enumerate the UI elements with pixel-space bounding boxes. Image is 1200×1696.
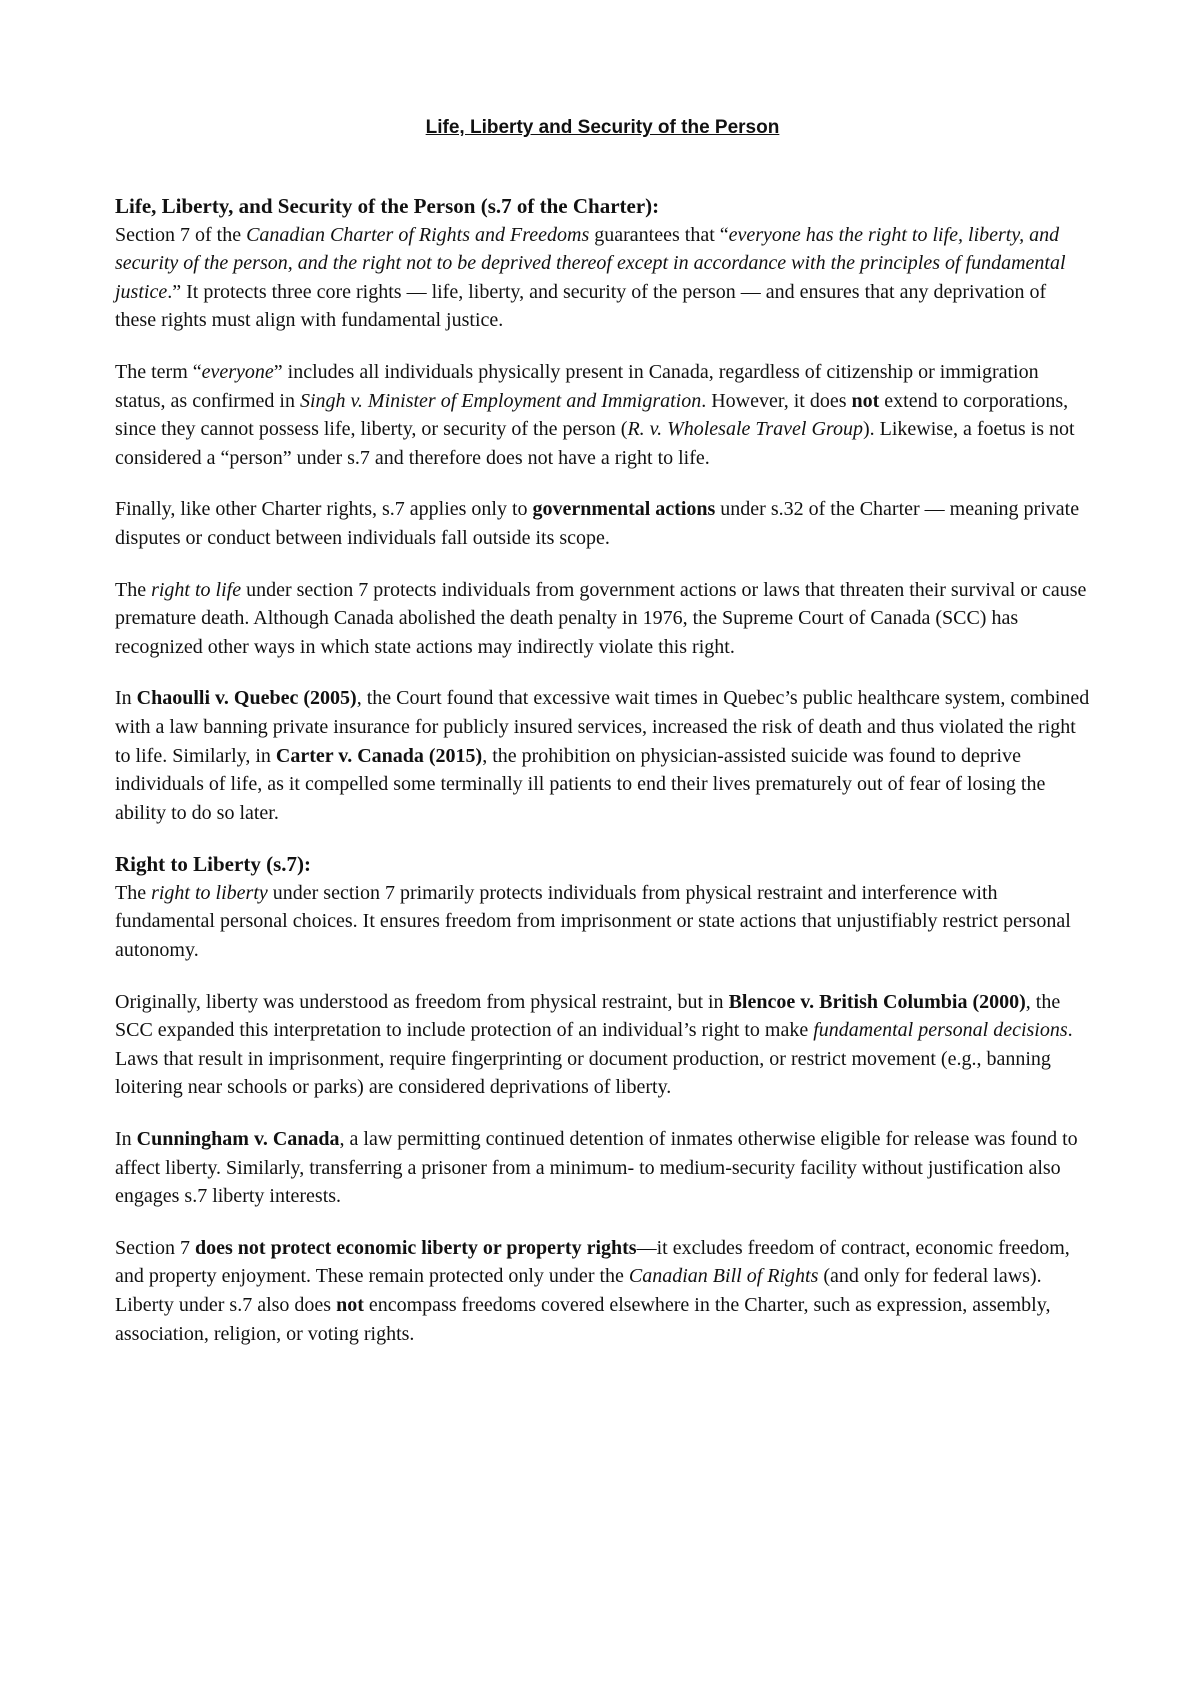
bold-text: Cunningham v. Canada — [136, 1128, 340, 1151]
bold-text: Chaoulli v. Quebec (2005) — [136, 687, 357, 710]
paragraph — [115, 684, 1090, 827]
section-heading: Life, Liberty, and Security of the Person (s.7 of the Charter): — [115, 194, 660, 218]
text-run: . Laws that result in imprisonment, require fingerprinting or document production, or restrict movement (e.g., banning loitering near schools or parks) are considered deprivations of liberty. — [115, 1019, 1073, 1099]
text-run: The term “ — [115, 360, 202, 383]
text-run: , the prohibition on physician-assisted suicide was found to deprive individuals of life, as it compelled some terminally ill patients to end their lives prematurely out of fear of losing the ability to do so later. — [115, 744, 1046, 824]
text-run: Finally, like other Charter rights, s.7 applies only to — [115, 498, 533, 521]
italic-text: everyone has the right to life, liberty, and security of the person, and the right not to be deprived thereof except in accordance with the principles of fundamental justice — [115, 223, 1066, 303]
section-heading: Right to Liberty (s.7): — [115, 852, 311, 877]
text-run: ). Likewise, a foetus is not considered a “person” under s.7 and therefore does not have a right to life. — [115, 418, 1075, 469]
bold-text: Carter v. Canada (2015) — [275, 744, 483, 767]
text-run: guarantees that “ — [589, 223, 729, 246]
bold-text: Blencoe v. British Columbia (2000) — [728, 990, 1026, 1013]
paragraph — [115, 1234, 1090, 1348]
text-run: extend to corporations, since they cannot possess life, liberty, or security of the person ( — [115, 389, 1069, 441]
italic-text: right to liberty — [151, 881, 268, 904]
text-run: under section 7 primarily protects individuals from physical restraint and interference with fundamental personal choices. It ensures freedom from imprisonment or state actions that unjustifiably restrict personal autonomy. — [115, 881, 1071, 962]
italic-text: Canadian Charter of Rights and Freedoms — [246, 223, 590, 246]
italic-text: fundamental personal decisions — [813, 1019, 1068, 1042]
text-run: , a law permitting continued detention of inmates otherwise eligible for release was found to affect liberty. Similarly, transferring a prisoner from a minimum- to medium-security facility without justification also engages s.7 liberty interests. — [115, 1128, 1078, 1208]
text-run: under section 7 protects individuals from government actions or laws that threaten their survival or cause premature death. Although Canada abolished the death penalty in 1976, the Supreme Court of Canada (SCC) has recognized other ways in which state actions may indirectly violate this right. — [115, 578, 1087, 658]
text-run: ” includes all individuals physically present in Canada, regardless of citizenship or immigration status, as confirmed in — [115, 360, 1039, 412]
italic-text: R. v. Wholesale Travel Group — [627, 418, 863, 441]
italic-text: Canadian Bill of Rights — [628, 1265, 819, 1288]
bold-text: governmental actions — [532, 498, 716, 521]
italic-text: everyone — [201, 360, 274, 383]
text-run: . However, it does — [701, 389, 852, 412]
text-run: In — [115, 1128, 137, 1151]
italic-text: Singh v. Minister of Employment and Immigration — [299, 389, 702, 412]
paragraph — [115, 495, 1090, 552]
text-run: Section 7 — [115, 1236, 195, 1259]
paragraph — [115, 879, 1090, 965]
text-run: —it excludes freedom of contract, economic freedom, and property enjoyment. These remain protected only under the — [115, 1236, 1070, 1288]
text-run: under s.32 of the Charter — meaning private disputes or conduct between individuals fall outside its scope. — [115, 498, 1080, 549]
document-title: Life, Liberty and Security of the Person — [425, 117, 780, 138]
italic-text: right to life — [151, 578, 242, 601]
text-run: Section 7 of the — [115, 223, 247, 246]
bold-text: does not protect economic liberty or property rights — [195, 1236, 637, 1259]
paragraph — [115, 988, 1090, 1102]
text-run: In — [115, 687, 137, 710]
paragraph — [115, 221, 1090, 335]
section-life-liberty-security — [115, 192, 1090, 827]
text-run: Originally, liberty was understood as freedom from physical restraint, but in — [115, 990, 729, 1013]
text-run: The — [115, 881, 152, 904]
text-run: , the Court found that excessive wait times in Quebec’s public healthcare system, combined with a law banning private insurance for publicly insured services, increased the risk of death and thus violated the right to life. Similarly, in — [115, 687, 1090, 767]
bold-text: not — [336, 1294, 364, 1316]
bold-text: not — [851, 389, 880, 412]
paragraph — [115, 358, 1090, 472]
text-run: .” It protects three core rights — life, liberty, and security of the person — and ensures that any deprivation of these rights must align with fundamental justice. — [115, 280, 1047, 332]
text-run: , the SCC expanded this interpretation to include protection of an individual’s right to make — [115, 990, 1061, 1042]
text-run: The — [115, 578, 152, 601]
paragraph — [115, 576, 1090, 662]
paragraph — [115, 1125, 1090, 1211]
text-run: (and only for federal laws). Liberty under s.7 also does — [115, 1265, 1042, 1316]
text-run: encompass freedoms covered elsewhere in the Charter, such as expression, assembly, association, religion, or voting rights. — [115, 1294, 1051, 1345]
section-right-to-liberty — [115, 850, 1090, 1348]
